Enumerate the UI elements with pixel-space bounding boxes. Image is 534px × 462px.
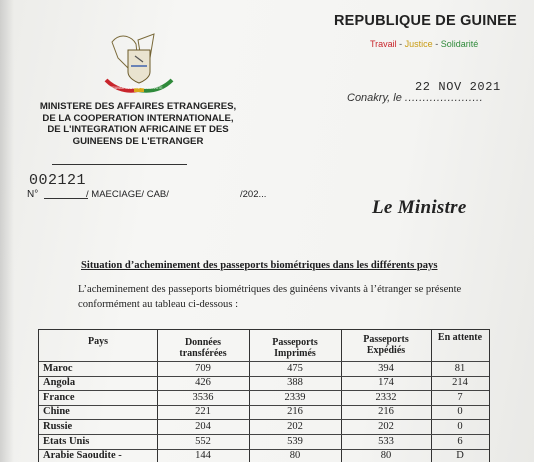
header-donnees	[157, 337, 249, 359]
cell-donnees: 709	[195, 362, 211, 374]
cell-expedies: 202	[378, 420, 394, 432]
header-donnees-line: Données	[184, 337, 222, 348]
cell-attente: 214	[452, 377, 468, 389]
republic-heading: REPUBLIQUE DE GUINEE	[334, 13, 517, 29]
header-imprimes-line: Passeports	[272, 337, 318, 348]
cell-imprimes: 2339	[284, 391, 306, 403]
motto-travail: Travail	[370, 39, 397, 49]
cell-attente: 81	[454, 362, 466, 374]
cell-country: Chine	[43, 406, 70, 418]
reference-code: / MAECIAGE/ CAB/	[86, 189, 169, 200]
cell-expedies: 394	[378, 362, 394, 374]
cell-imprimes: 80	[289, 450, 301, 462]
cell-donnees: 3536	[192, 391, 214, 403]
cell-country: France	[43, 391, 75, 403]
cell-imprimes: 202	[287, 420, 303, 432]
cell-expedies: 216	[378, 406, 394, 418]
cell-donnees: 144	[195, 450, 211, 462]
document-title: Situation d’acheminement des passeports biométriques dans les différents pays	[81, 260, 438, 271]
cell-donnees: 426	[195, 377, 211, 389]
passport-table	[38, 329, 490, 462]
header-expedies	[341, 334, 431, 356]
page-shadow	[0, 0, 14, 462]
ministry-line: DE L'INTEGRATION AFRICAINE ET DES	[47, 124, 229, 136]
cell-country: Russie	[43, 420, 73, 432]
paragraph-line: conformément au tableau ci-dessous :	[78, 298, 239, 310]
header-attente: En attente	[437, 332, 483, 343]
cell-expedies: 80	[380, 450, 392, 462]
motto-solidarite: Solidarité	[440, 39, 479, 49]
date-line	[347, 92, 483, 104]
cell-attente: 7	[457, 391, 463, 403]
header-pays: Pays	[88, 336, 108, 347]
date-dots: ......................	[404, 92, 484, 104]
cell-donnees: 204	[195, 420, 211, 432]
ministry-divider	[52, 164, 187, 165]
cell-country: Arabie Saoudite -	[43, 450, 122, 462]
cell-imprimes: 216	[287, 406, 303, 418]
cell-expedies: 174	[378, 377, 394, 389]
cell-expedies: 533	[378, 435, 394, 447]
ministry-line: GUINEENS DE L'ETRANGER	[72, 135, 204, 147]
reference-underline	[44, 198, 88, 199]
reference-n-label: N°	[27, 189, 39, 200]
emblem-motto: TRAVAIL JUSTICE SOLIDARITE	[110, 86, 163, 90]
signatory-title: Le Ministre	[372, 197, 467, 218]
cell-attente: 6	[457, 435, 463, 447]
cell-attente: D	[456, 450, 464, 462]
cell-imprimes: 475	[287, 362, 303, 374]
reference-year: /202...	[240, 189, 267, 200]
cell-donnees: 552	[195, 435, 211, 447]
header-donnees-line: transférées	[179, 348, 227, 359]
national-motto	[370, 39, 478, 49]
reference-number: 002121	[29, 172, 87, 189]
cell-donnees: 221	[195, 406, 211, 418]
coat-of-arms-icon	[98, 28, 188, 106]
cell-expedies: 2332	[375, 391, 397, 403]
header-imprimes	[249, 337, 341, 359]
motto-separator: -	[396, 39, 405, 49]
cell-attente: 0	[457, 406, 463, 418]
cell-attente: 0	[457, 420, 463, 432]
cell-country: Etats Unis	[43, 435, 90, 447]
cell-imprimes: 539	[287, 435, 303, 447]
header-expedies-line: Expédiés	[366, 345, 406, 356]
paragraph-line: L’acheminement des passeports biométriques des guinéens vivants à l’étranger se présente	[78, 284, 462, 295]
place-label: Conakry, le	[347, 92, 402, 104]
document-paragraph	[78, 283, 518, 312]
ministry-name	[24, 101, 252, 147]
cell-imprimes: 388	[287, 377, 303, 389]
cell-country: Maroc	[43, 362, 73, 374]
ministry-line: MINISTERE DES AFFAIRES ETRANGERES,	[39, 101, 237, 112]
motto-justice: Justice	[404, 39, 433, 49]
date-stamp: 22 NOV 2021	[415, 80, 501, 94]
ministry-line: DE LA COOPERATION INTERNATIONALE,	[42, 112, 234, 124]
motto-separator: -	[432, 39, 441, 49]
cell-country: Angola	[43, 377, 76, 389]
header-expedies-line: Passeports	[363, 334, 409, 345]
header-imprimes-line: Imprimés	[274, 348, 316, 359]
